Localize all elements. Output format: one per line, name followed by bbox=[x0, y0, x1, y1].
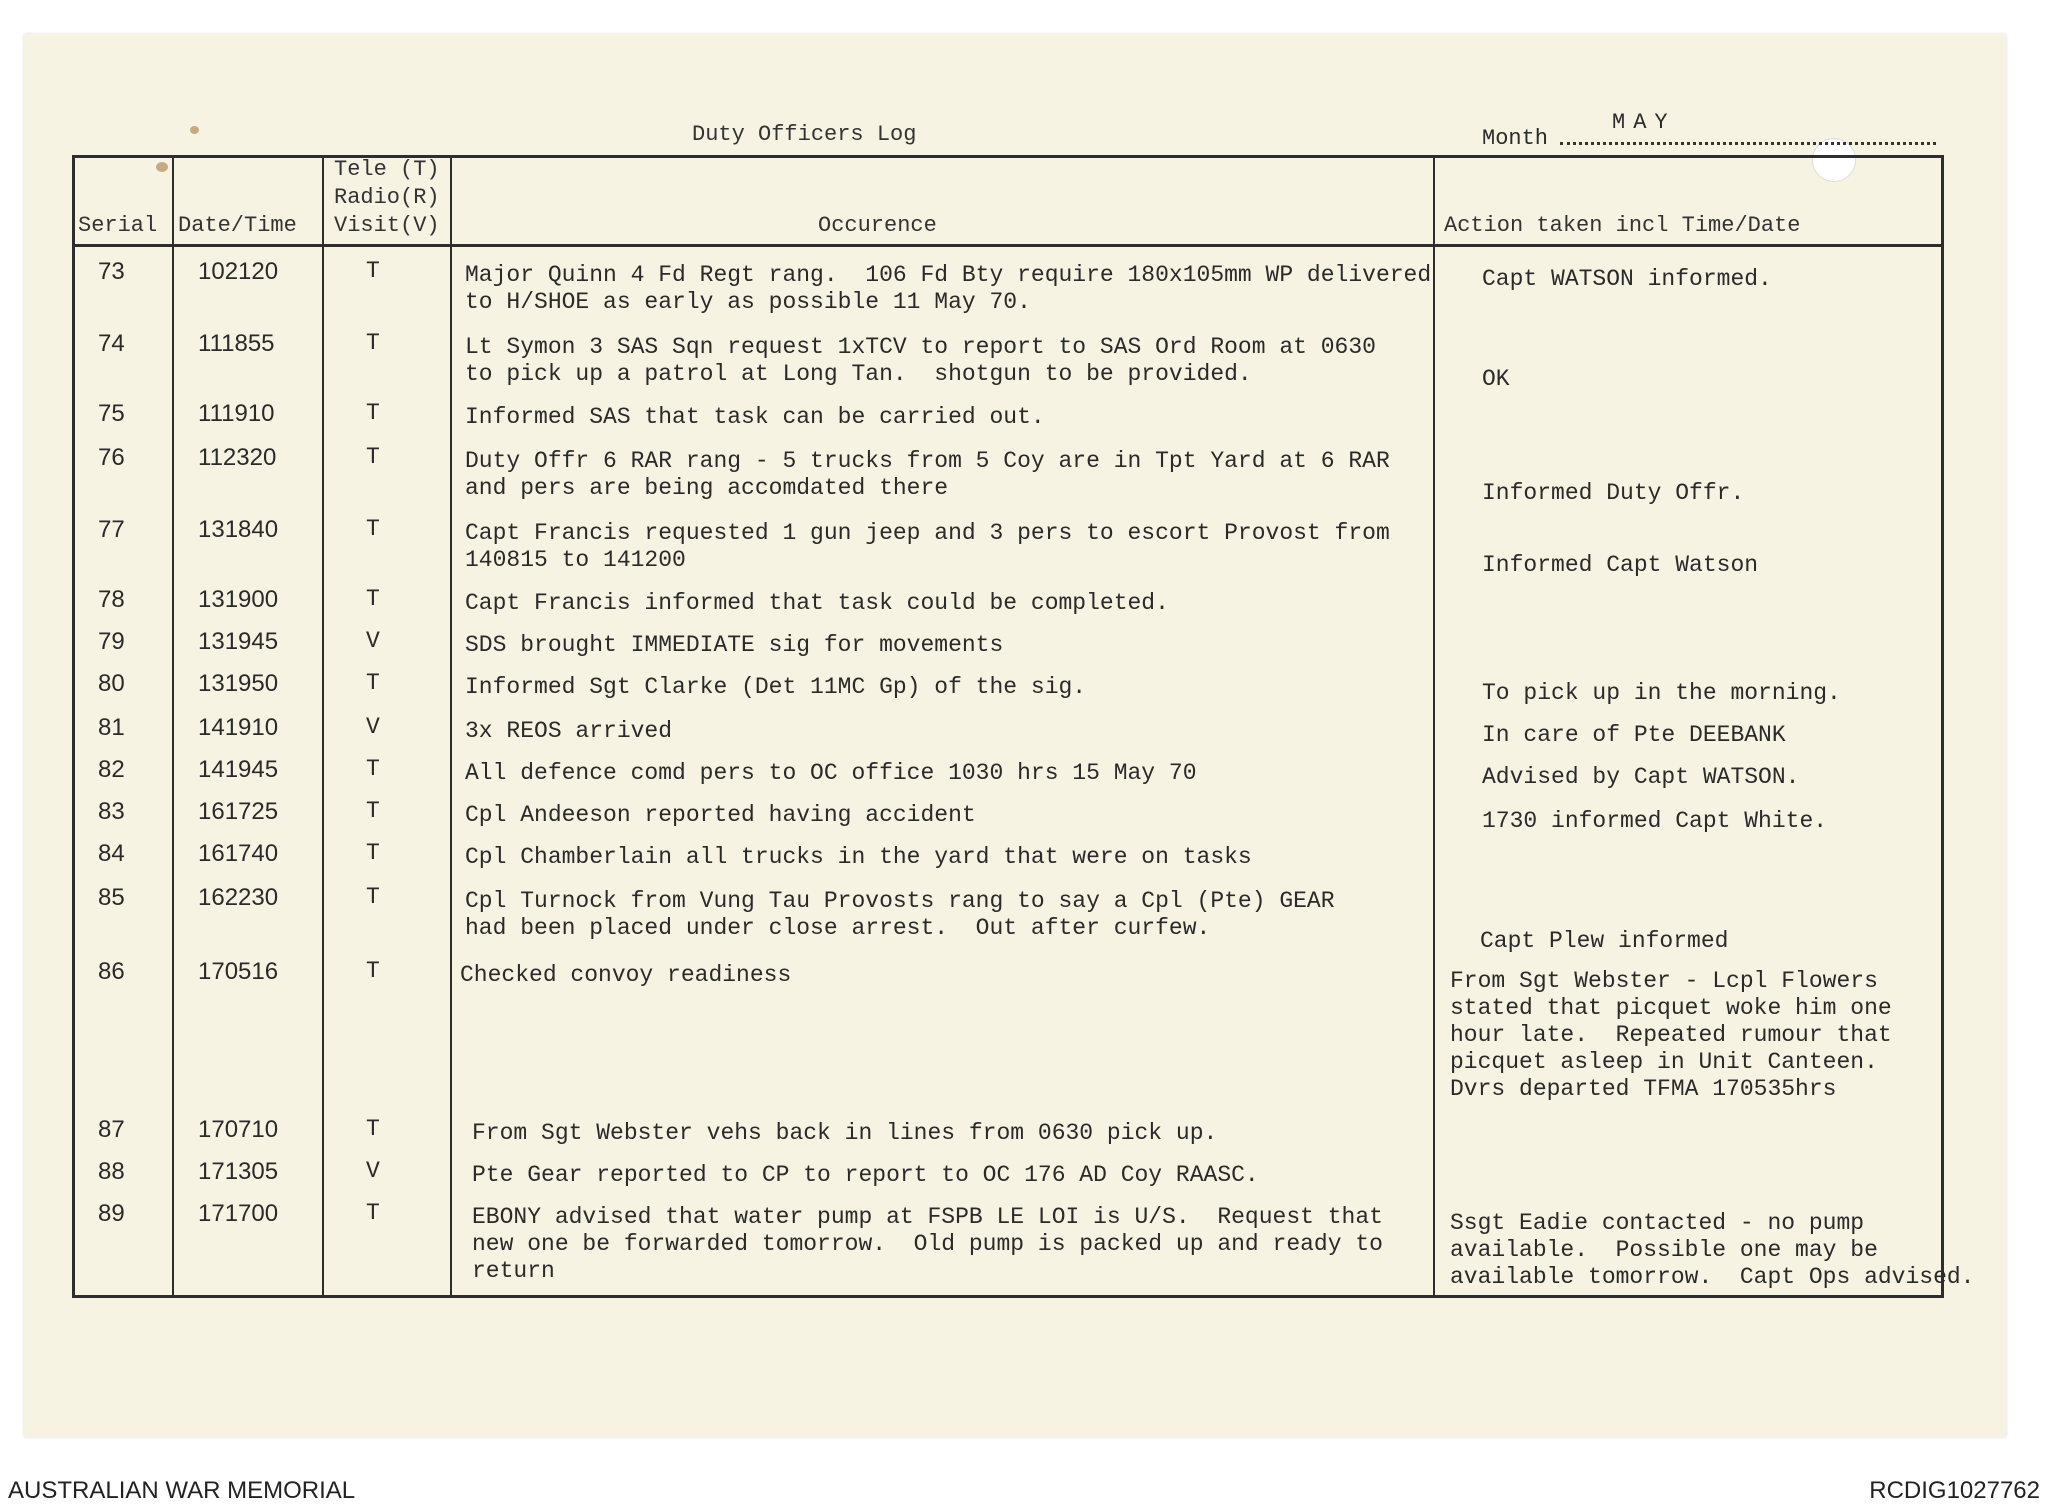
row-serial: 82 bbox=[98, 756, 125, 783]
row-occurrence: EBONY advised that water pump at FSPB LE LOI is U/S. Request that new one be forwarded tomorrow. Old pump is packed up and ready to return bbox=[472, 1204, 1383, 1284]
row-occurrence: Major Quinn 4 Fd Regt rang. 106 Fd Bty require 180x105mm WP delivered to H/SHOE as early as possible 11 May 70. bbox=[465, 262, 1432, 315]
column-divider bbox=[322, 155, 324, 1298]
row-occurrence: From Sgt Webster vehs back in lines from 0630 pick up. bbox=[472, 1120, 1218, 1146]
row-action: Advised by Capt WATSON. bbox=[1482, 764, 1800, 790]
row-date-time: 131840 bbox=[198, 516, 279, 543]
row-serial: 78 bbox=[98, 586, 125, 613]
row-date-time: 170516 bbox=[198, 958, 279, 985]
row-date-time: 161725 bbox=[198, 798, 279, 825]
header-date-time: Date/Time bbox=[178, 213, 297, 238]
row-occurrence: Informed Sgt Clarke (Det 11MC Gp) of the sig. bbox=[465, 674, 1087, 700]
row-type: T bbox=[366, 1116, 380, 1142]
row-type: T bbox=[366, 798, 380, 824]
row-date-time: 141910 bbox=[198, 714, 279, 741]
row-type: T bbox=[366, 670, 380, 696]
row-type: T bbox=[366, 330, 380, 356]
header-type-visit: Visit(V) bbox=[334, 213, 440, 238]
row-type: V bbox=[366, 1158, 380, 1184]
row-occurrence: Checked convoy readiness bbox=[460, 962, 792, 988]
footer-id: RCDIG1027762 bbox=[1869, 1477, 2040, 1504]
footer-source: AUSTRALIAN WAR MEMORIAL bbox=[8, 1477, 356, 1504]
row-date-time: 162230 bbox=[198, 884, 279, 911]
row-serial: 83 bbox=[98, 798, 125, 825]
header-serial: Serial bbox=[78, 213, 158, 238]
row-serial: 86 bbox=[98, 958, 125, 985]
row-action: Informed Duty Offr. bbox=[1482, 480, 1745, 506]
column-divider bbox=[1433, 155, 1435, 1298]
row-type: T bbox=[366, 756, 380, 782]
row-type: T bbox=[366, 516, 380, 542]
row-type: T bbox=[366, 884, 380, 910]
row-action: From Sgt Webster - Lcpl Flowers stated that picquet woke him one hour late. Repeated rumour that picquet asleep in Unit Canteen. Dvrs departed TFMA 170535hrs bbox=[1450, 968, 1892, 1102]
row-serial: 80 bbox=[98, 670, 125, 697]
month-value: MAY bbox=[1612, 110, 1676, 135]
row-serial: 73 bbox=[98, 258, 125, 285]
row-type: T bbox=[366, 1200, 380, 1226]
row-type: V bbox=[366, 628, 380, 654]
row-date-time: 102120 bbox=[198, 258, 279, 285]
row-type: T bbox=[366, 400, 380, 426]
row-occurrence: Capt Francis requested 1 gun jeep and 3 pers to escort Provost from 140815 to 141200 bbox=[465, 520, 1390, 573]
row-date-time: 171700 bbox=[198, 1200, 279, 1227]
row-type: T bbox=[366, 586, 380, 612]
row-serial: 79 bbox=[98, 628, 125, 655]
row-serial: 77 bbox=[98, 516, 125, 543]
row-occurrence: SDS brought IMMEDIATE sig for movements bbox=[465, 632, 1004, 658]
row-serial: 88 bbox=[98, 1158, 125, 1185]
row-date-time: 161740 bbox=[198, 840, 279, 867]
row-serial: 75 bbox=[98, 400, 125, 427]
row-occurrence: Cpl Turnock from Vung Tau Provosts rang to say a Cpl (Pte) GEAR had been placed under close arrest. Out after curfew. bbox=[465, 888, 1335, 941]
page-title: Duty Officers Log bbox=[692, 122, 917, 147]
row-serial: 87 bbox=[98, 1116, 125, 1143]
row-serial: 84 bbox=[98, 840, 125, 867]
row-occurrence: Capt Francis informed that task could be completed. bbox=[465, 590, 1169, 616]
row-type: T bbox=[366, 444, 380, 470]
row-serial: 74 bbox=[98, 330, 125, 357]
row-date-time: 141945 bbox=[198, 756, 279, 783]
row-action: Informed Capt Watson bbox=[1482, 552, 1759, 578]
row-type: T bbox=[366, 958, 380, 984]
row-action: Capt Plew informed bbox=[1480, 928, 1729, 954]
row-serial: 76 bbox=[98, 444, 125, 471]
row-action: 1730 informed Capt White. bbox=[1482, 808, 1828, 834]
row-occurrence: Cpl Chamberlain all trucks in the yard that were on tasks bbox=[465, 844, 1252, 870]
row-date-time: 170710 bbox=[198, 1116, 279, 1143]
row-date-time: 111855 bbox=[198, 330, 275, 357]
column-divider bbox=[450, 155, 452, 1298]
row-occurrence: 3x REOS arrived bbox=[465, 718, 673, 744]
header-occurrence: Occurence bbox=[818, 213, 937, 238]
month-label: Month bbox=[1482, 126, 1549, 151]
header-action: Action taken incl Time/Date bbox=[1444, 213, 1801, 238]
row-occurrence: Lt Symon 3 SAS Sqn request 1xTCV to report to SAS Ord Room at 0630 to pick up a patrol at Long Tan. shotgun to be provided. bbox=[465, 334, 1376, 387]
row-date-time: 112320 bbox=[198, 444, 277, 471]
row-action: Ssgt Eadie contacted - no pump available. Possible one may be available tomorrow. Capt Ops advised. bbox=[1450, 1210, 1975, 1290]
header-type-tele: Tele (T) bbox=[334, 157, 440, 182]
row-serial: 85 bbox=[98, 884, 125, 911]
row-date-time: 171305 bbox=[198, 1158, 279, 1185]
row-occurrence: Cpl Andeeson reported having accident bbox=[465, 802, 976, 828]
row-occurrence: Pte Gear reported to CP to report to OC 176 AD Coy RAASC. bbox=[472, 1162, 1259, 1188]
row-occurrence: Informed SAS that task can be carried out. bbox=[465, 404, 1045, 430]
header-type-radio: Radio(R) bbox=[334, 185, 440, 210]
row-type: T bbox=[366, 840, 380, 866]
column-divider bbox=[172, 155, 174, 1298]
row-occurrence: All defence comd pers to OC office 1030 hrs 15 May 70 bbox=[465, 760, 1197, 786]
row-action: To pick up in the morning. bbox=[1482, 680, 1841, 706]
month-dotted-line bbox=[1560, 142, 1936, 145]
row-action: OK bbox=[1482, 366, 1510, 392]
header-divider bbox=[72, 244, 1944, 247]
row-type: V bbox=[366, 714, 380, 740]
row-serial: 81 bbox=[98, 714, 125, 741]
row-date-time: 131950 bbox=[198, 670, 279, 697]
row-action: In care of Pte DEEBANK bbox=[1482, 722, 1786, 748]
row-date-time: 131900 bbox=[198, 586, 279, 613]
row-occurrence: Duty Offr 6 RAR rang - 5 trucks from 5 Coy are in Tpt Yard at 6 RAR and pers are being accomdated there bbox=[465, 448, 1390, 501]
row-date-time: 111910 bbox=[198, 400, 275, 427]
row-action: Capt WATSON informed. bbox=[1482, 266, 1772, 292]
row-type: T bbox=[366, 258, 380, 284]
row-serial: 89 bbox=[98, 1200, 125, 1227]
row-date-time: 131945 bbox=[198, 628, 279, 655]
rust-stain bbox=[190, 126, 199, 134]
